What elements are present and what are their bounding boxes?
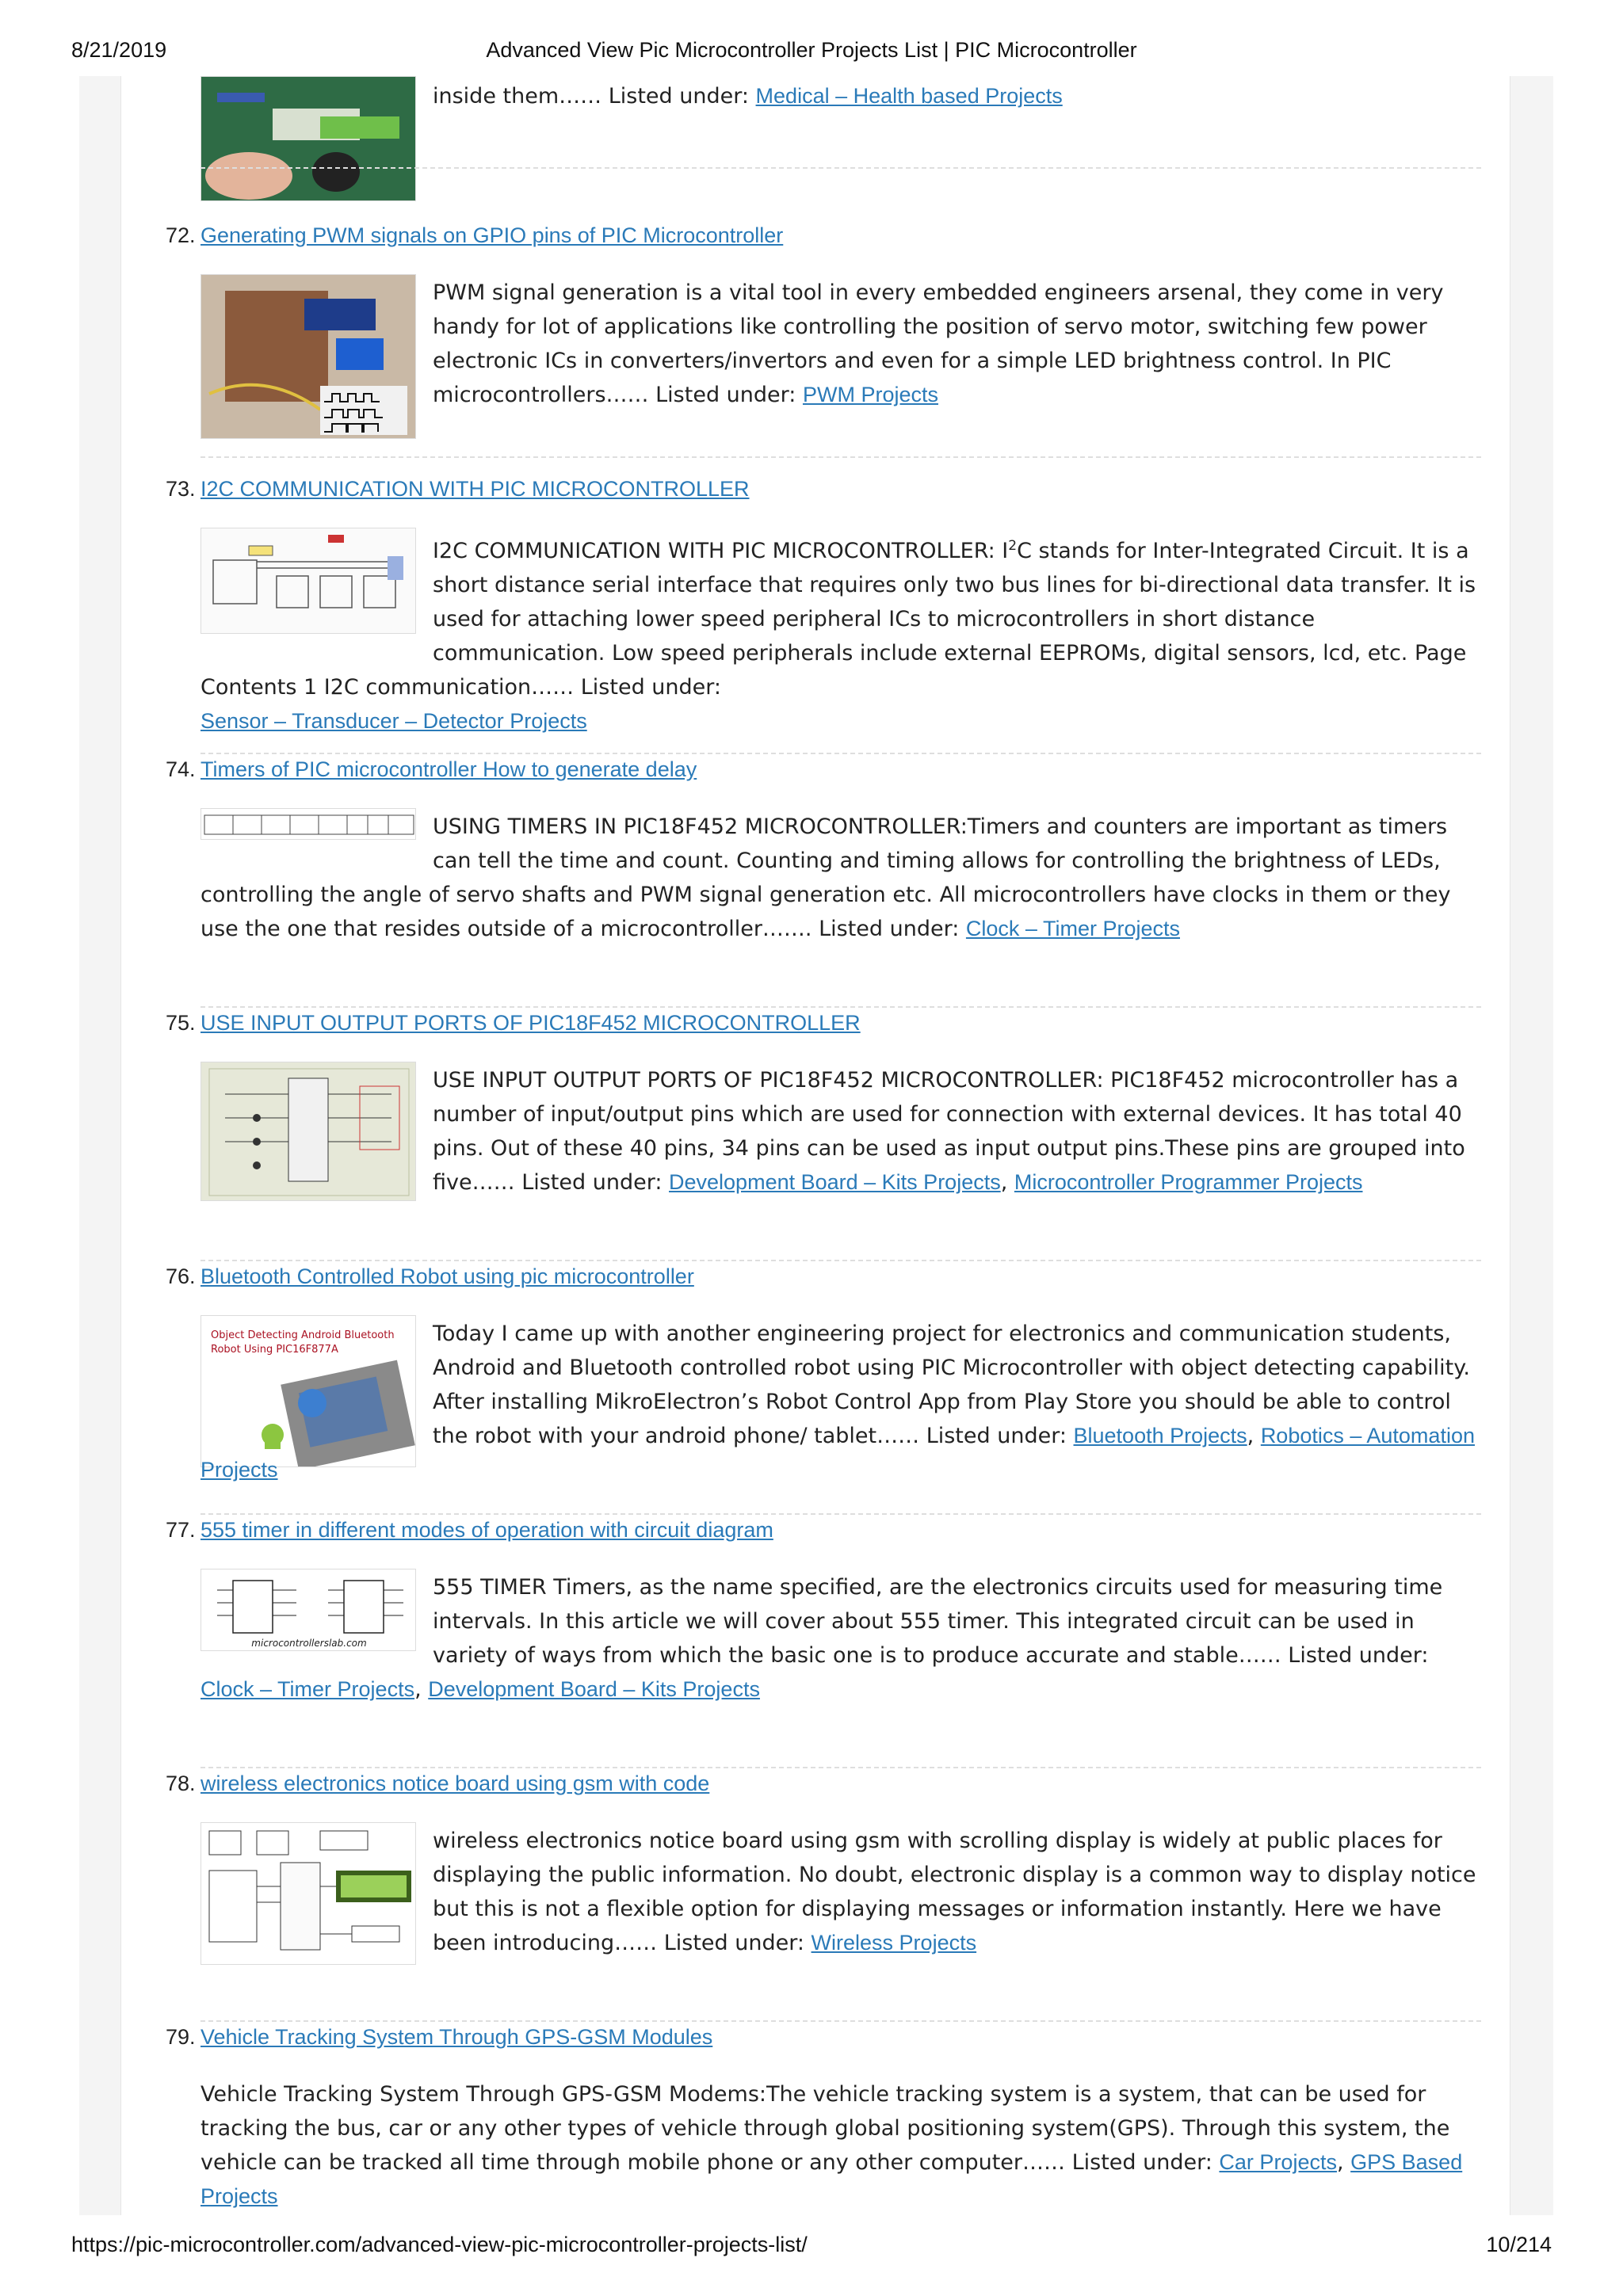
project-title-link[interactable]: wireless electronics notice board using gsm with code — [200, 1772, 710, 1795]
listed-under-label: Listed under: — [608, 84, 749, 109]
project-description: Today I came up with another engineering project for electronics and communication students, Android and Bluetooth controlled robot using PIC Microcontroller with object detecting capability. After installing MikroElectron’s Robot Control App from Play Store you should be able to control the robot with your android phone/ tablet…… — [433, 1322, 1470, 1448]
project-title-link[interactable]: I2C COMMUNICATION WITH PIC MICROCONTROLLER — [200, 477, 750, 501]
category-link[interactable]: Clock – Timer Projects — [965, 917, 1180, 940]
project-description: 555 TIMER Timers, as the name specified, are the electronics circuits used for measuring time intervals. In this article we will cover about 555 timer. This integrated circuit can be used in variety of ways from which the basic one is to produce accurate and stable…… — [433, 1575, 1443, 1668]
entry-divider — [200, 1260, 1481, 1261]
item-number: 79. — [166, 2025, 196, 2049]
project-description: Vehicle Tracking System Through GPS-GSM Modems:The vehicle tracking system is a system, that can be used for tracking the bus, car or any other types of vehicle through global positioning system(GPS). Through this system, the vehicle can be tracked all time through mobile phone or any other computer…… — [200, 2082, 1450, 2175]
category-link[interactable]: Wireless Projects — [811, 1931, 977, 1955]
listed-under-label: Listed under: — [655, 383, 796, 407]
projects-list: inside them…… Listed under: Medical – Health based Projects 72. Generating PWM signals on GPIO pins of PIC Microcontroller PWM signal generation is a vital tool in every embedded engineers arsenal, they come in very handy for lot of applications like controlling the position of servo motor, switching few power electronic ICs in converters/invertors and even for a simple LED brightness control. In PIC microcontrollers…… Listed under: PWM Projects 73. I2C COMMUNICATION WITH PIC MICROCONTROLLER I2C COMMUNICATION WITH PIC MICROCONTROLLER: $I^2C$ stands for Inter-Integrated Circuit. It is a short distance serial interface that requires only two bus lines for bi-directional data transfer. It is used for attaching lower speed peripheral ICs to microcontrollers in short distance communication. Low speed peripherals include external EEPROMs, digital sensors, lcd, etc. Page Contents 1 I2C communication…… Listed under: Sensor – Transducer – Detector Projects 74. Timers of PIC microcontroller How to generate delay USING TIMERS IN PIC18F452 MICROCONTROLLER:Timers and counters are important as timers can tell the time and count. Counting and timing allows for controlling the brightness of LEDs, controlling the angle of servo shafts and PWM signal generation etc. All microcontrollers have clocks in them or they use the one that resides outside of a microcontroller……. Listed under: Clock – Timer Projects 75. USE INPUT OUTPUT PORTS OF PIC18F452 MICROCONTROLLER USE INPUT OUTPUT PORTS OF PIC18F452 MICROCONTROLLER: PIC18F452 microcontroller has a number of input/output pins which are used for connection with external devices. It has total 40 pins. Out of these 40 pins, 34 pins can be used as input output pins.These pins are grouped into five…… Listed under: Development Board – Kits Projects, Microcontroller Programmer Projects 76. Bluetooth Controlled Robot using pic microcontroller Object Detecting Android Bluetooth Robot Using PIC16F877A Today I came up with another engineering project for electronics and communication students, Android and Bluetooth controlled robot using PIC Microcontroller with object detecting capability. After installing MikroElectron’s Robot Control App from Play Store you should be able to control the robot with your android phone/ tablet…… Listed under: Bluetooth Projects, Robotics – Automation Projects 77. 555 timer in different modes of operation with circuit diagram microcontrollerslab.com 555 TIMER Timers, as the name specified, are the electronics circuits used for measuring time intervals. In this article we will cover about 555 timer. This integrated circuit can be used in variety of ways from which the basic one is to produce accurate and stable…… Listed under: Clock – Timer Projects, Development Board – Kits Projects 78. wireless electronics notice board using gsm with code wireless electronics notice board using gsm with scrolling display is widely at public places for displaying the public information. No doubt, electronic display is a common way to display notice but this is not a flexible option for displaying messages or information instantly. Here we have been introducing…… Listed under: Wireless Projects 79. Vehicle Tracking System Through GPS-GSM Modules Vehicle Tracking System Through GPS-GSM Modems:The vehicle tracking system is a system, that can be used for tracking the bus, car or any other types of vehicle through global positioning system(GPS). Through this system, the vehicle can be tracked all time through mobile phone or any other computer…… Listed under: Car Projects, GPS Based Projects — [120, 76, 1510, 2215]
category-link[interactable]: Microcontroller Programmer Projects — [1014, 1170, 1363, 1194]
item-number: 78. — [166, 1772, 196, 1795]
category-link[interactable]: Bluetooth Projects — [1073, 1424, 1247, 1447]
svg-text:Robot Using PIC16F877A: Robot Using PIC16F877A — [211, 1344, 338, 1356]
project-description: wireless electronics notice board using gsm with scrolling display is widely at public places for displaying the public information. No doubt, electronic display is a common way to display notice but this is not a flexible option for displaying messages or information instantly. Here we have been introducing…… — [433, 1829, 1476, 1955]
entry-divider — [200, 753, 1481, 754]
entry-divider — [200, 1767, 1481, 1768]
project-description: USE INPUT OUTPUT PORTS OF PIC18F452 MICROCONTROLLER: PIC18F452 microcontroller has a number of input/output pins which are used for connection with external devices. It has total 40 pins. Out of these 40 pins, 34 pins can be used as input output pins.These pins are grouped into five…… — [433, 1068, 1465, 1195]
listed-under-label: Listed under: — [1288, 1643, 1429, 1668]
category-link[interactable]: Clock – Timer Projects — [200, 1677, 415, 1701]
project-title-link[interactable]: Generating PWM signals on GPIO pins of PIC Microcontroller — [200, 223, 784, 247]
thumbnail-caption: microcontrollerslab.com — [251, 1638, 367, 1649]
print-page-title: Advanced View Pic Microcontroller Projects List | PIC Microcontroller — [486, 38, 1137, 62]
entry-divider — [200, 167, 1481, 169]
listed-under-label: Listed under: — [819, 917, 960, 941]
item-number: 74. — [166, 757, 196, 781]
item-number: 75. — [166, 1011, 196, 1035]
svg-text:Object Detecting Android Bluet: Object Detecting Android Bluetooth — [211, 1329, 395, 1341]
listed-under-label: Listed under: — [580, 675, 721, 700]
listed-under-label: Listed under: — [1071, 2150, 1212, 2175]
item-number: 76. — [166, 1264, 196, 1288]
listed-under-label: Listed under: — [521, 1170, 663, 1195]
category-link[interactable]: Development Board – Kits Projects — [428, 1677, 760, 1701]
project-description: I2C COMMUNICATION WITH PIC MICROCONTROLLER: $I^2C$ stands for Inter-Integrated Circuit. It is a short distance serial interface that requires only two bus lines for bi-directional data transfer. It is used for attaching lower speed peripheral ICs to microcontrollers in short distance communication. Low speed peripherals include external EEPROMs, digital sensors, lcd, etc. Page Contents 1 I2C communication…… — [200, 538, 1476, 700]
category-link[interactable]: Car Projects — [1219, 2150, 1337, 2174]
listed-under-label: Listed under: — [663, 1931, 804, 1955]
item-number: 72. — [166, 223, 196, 247]
project-title-link[interactable]: 555 timer in different modes of operation with circuit diagram — [200, 1518, 773, 1542]
category-link[interactable]: Robotics – Automation Projects — [200, 1424, 1475, 1482]
category-link[interactable]: PWM Projects — [802, 383, 938, 406]
project-description: PWM signal generation is a vital tool in every embedded engineers arsenal, they come in very handy for lot of applications like controlling the position of servo motor, switching few power electronic ICs in converters/invertors and even for a simple LED brightness control. In PIC microcontrollers…… — [433, 280, 1444, 407]
entry-divider — [200, 2020, 1481, 2022]
project-description: USING TIMERS IN PIC18F452 MICROCONTROLLER:Timers and counters are important as timers can tell the time and count. Counting and timing allows for controlling the brightness of LEDs, controlling the angle of servo shafts and PWM signal generation etc. All microcontrollers have clocks in them or they use the one that resides outside of a microcontroller……. — [200, 814, 1451, 941]
project-title-link[interactable]: Timers of PIC microcontroller How to generate delay — [200, 757, 697, 781]
category-link[interactable]: Development Board – Kits Projects — [669, 1170, 1001, 1194]
listed-under-label: Listed under: — [926, 1424, 1067, 1448]
category-link[interactable]: Sensor – Transducer – Detector Projects — [200, 709, 587, 733]
print-date: 8/21/2019 — [71, 38, 167, 62]
category-link[interactable]: Medical – Health based Projects — [755, 84, 1063, 108]
entry-divider — [200, 456, 1481, 458]
entry-divider — [200, 1006, 1481, 1008]
print-page-number: 10/214 — [1486, 2233, 1552, 2256]
project-title-link[interactable]: USE INPUT OUTPUT PORTS OF PIC18F452 MICROCONTROLLER — [200, 1011, 861, 1035]
print-url: https://pic-microcontroller.com/advanced-view-pic-microcontroller-projects-list/ — [71, 2233, 808, 2256]
project-description: inside them…… — [433, 84, 609, 109]
entry-divider — [200, 1513, 1481, 1515]
category-link[interactable]: GPS Based Projects — [200, 2150, 1463, 2208]
item-number: 73. — [166, 477, 196, 501]
item-number: 77. — [166, 1518, 196, 1542]
project-title-link[interactable]: Vehicle Tracking System Through GPS-GSM Modules — [200, 2025, 713, 2049]
project-title-link[interactable]: Bluetooth Controlled Robot using pic microcontroller — [200, 1264, 694, 1288]
